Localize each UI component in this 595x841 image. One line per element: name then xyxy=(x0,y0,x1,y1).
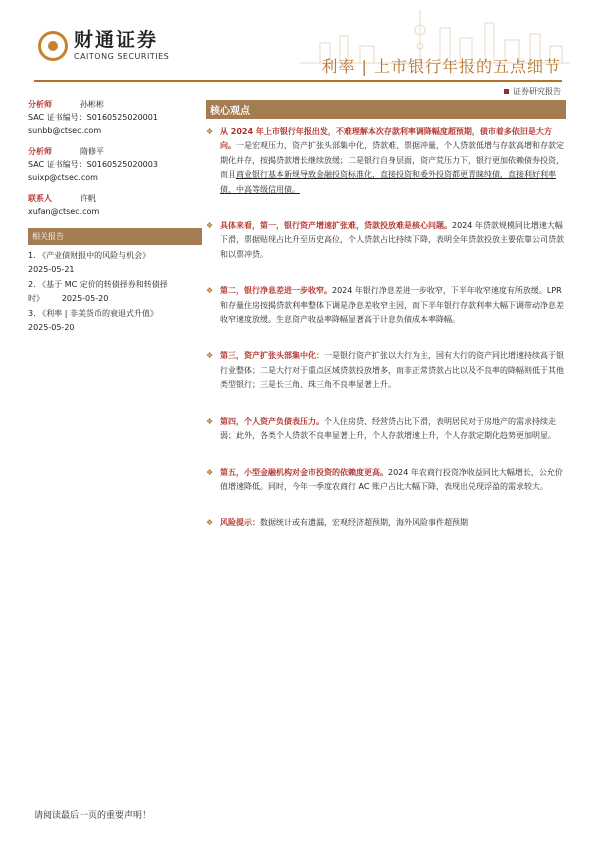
report-type-label xyxy=(504,86,561,97)
diamond-bullet-icon: ❖ xyxy=(206,221,214,231)
viewpoint-paragraph xyxy=(206,219,566,262)
core-viewpoints xyxy=(206,100,566,531)
diamond-bullet-icon: ❖ xyxy=(206,467,214,477)
risk-warning-paragraph xyxy=(206,516,566,530)
diamond-bullet-icon: ❖ xyxy=(206,127,214,136)
analyst-role: 分析师 xyxy=(28,147,52,156)
viewpoint-paragraph xyxy=(206,349,566,392)
analyst-email[interactable]: suixp@ctsec.com xyxy=(28,173,98,182)
viewpoint-highlight: 第五，小型金融机构对金市投资的依赖度更高。 xyxy=(220,467,388,477)
analyst-block xyxy=(28,98,198,137)
contact-name: 许帆 xyxy=(80,194,96,203)
related-report-title: 1. 《产业债财报中的风险与机会》 xyxy=(28,251,151,260)
viewpoint-text: 一是宏观压力，资产扩张头部集中化，贷款难、票据冲量，个人贷款低增与存款高增和存款定期化并存，按揭贷款增长继续放缓；二是银行自身层面，资产荒压力下，银行更加依赖债券投资，而且 xyxy=(220,141,564,180)
contact-role: 联系人 xyxy=(28,194,52,203)
related-report-title: 3. 《利率 | 非美货币的衰退式升值》 xyxy=(28,309,158,318)
related-report-item[interactable] xyxy=(28,278,198,306)
viewpoint-highlight: 第二，银行净息差进一步收窄。 xyxy=(220,286,332,296)
risk-warning-label: 风险提示： xyxy=(220,518,260,528)
viewpoint-paragraph xyxy=(206,415,566,444)
diamond-bullet-icon: ❖ xyxy=(206,351,214,361)
analyst-sac: SAC 证书编号：S0160525020001 xyxy=(28,113,158,122)
diamond-bullet-icon: ❖ xyxy=(206,286,214,296)
viewpoint-text: 2024 年农商行投资净收益同比大幅增长，公允价值增速降低。同时，今年一季度农商行 AC 账户占比大幅下降，表现出兑现浮盈的需求较大。 xyxy=(220,467,563,491)
viewpoint-paragraph xyxy=(206,466,566,495)
related-report-item[interactable] xyxy=(28,249,198,277)
logo-en-text: CAITONG SECURITIES xyxy=(74,52,170,61)
analyst-sac: SAC 证书编号：S0160525020003 xyxy=(28,160,158,169)
diamond-bullet-icon: ❖ xyxy=(206,416,214,426)
viewpoint-text: 2024 年贷款规模同比增速大幅下滑，票据贴现占比升至历史高位，个人贷款占比持续下降，表明全年贷款投放主要依靠公司贷款和以票冲贷。 xyxy=(220,221,564,259)
viewpoint-highlight: 第三，资产扩张头部集中化： xyxy=(220,351,324,361)
disclaimer-notice: 请阅读最后一页的重要声明！ xyxy=(34,811,152,821)
viewpoint-highlight: 从 2024 年上市银行年报出发，不难理解本次存款利率调降幅度超预期，债市着多依旧是大方向。 xyxy=(220,127,552,151)
contact-block xyxy=(28,192,198,218)
logo-cn-text: 财通证券 xyxy=(74,29,159,51)
related-report-title-cont: 时》 xyxy=(28,294,44,303)
core-viewpoints-heading: 核心观点 xyxy=(206,100,566,119)
report-type-text: 证券研究报告 xyxy=(513,87,561,96)
analyst-role: 分析师 xyxy=(28,100,52,109)
page-title: 利率 | 上市银行年报的五点细节 xyxy=(321,57,561,76)
related-report-date: 2025-05-20 xyxy=(28,323,75,332)
related-report-title: 2. 《基于 MC 定价的转债择券和转债择 xyxy=(28,280,168,289)
analyst-name: 孙彬彬 xyxy=(80,100,104,109)
company-logo xyxy=(38,30,169,61)
analyst-block xyxy=(28,145,198,184)
page-header xyxy=(0,0,595,96)
square-bullet-icon xyxy=(504,89,509,94)
analyst-email[interactable]: sunbb@ctsec.com xyxy=(28,126,102,135)
analyst-name: 隋修平 xyxy=(80,147,104,156)
related-reports-heading: 相关报告 xyxy=(28,228,202,245)
related-report-item[interactable] xyxy=(28,307,198,335)
viewpoint-highlight: 第四，个人资产负债表压力。 xyxy=(220,416,324,426)
viewpoint-paragraph xyxy=(206,125,566,197)
contact-email[interactable]: xufan@ctsec.com xyxy=(28,207,100,216)
risk-warning-text: 数据统计或有遗漏，宏观经济超预期，海外风险事件超预期 xyxy=(260,518,468,528)
related-report-date: 2025-05-20 xyxy=(61,294,109,303)
header-divider xyxy=(34,80,562,82)
viewpoint-text: 2024 年银行净息差进一步收窄，下半年收窄速度有所放缓。LPR 和存量住房按揭贷款利率整体下调是净息差收窄主因，而下半年银行存款利率大幅下调带动净息差收窄速度放缓。生息资产收益率降幅显著高于计息负债成本率降幅。 xyxy=(220,286,564,325)
viewpoint-paragraph xyxy=(206,284,566,327)
viewpoint-underlined-text: 商业银行基本新规导致金融投资标准化，直接投资和委外投资都更青睐纯债，直接利好利率债、中高等级信用债。 xyxy=(220,170,556,194)
related-report-date: 2025-05-21 xyxy=(28,265,75,274)
logo-icon xyxy=(38,31,68,61)
related-reports-list xyxy=(28,249,198,335)
left-sidebar xyxy=(28,98,198,336)
viewpoint-text: 一是银行资产扩张以大行为主，国有大行的资产同比增速持续高于银行业整体；二是大行对于重点区域贷款投放增多，而非正常贷款占比以及不良率的降幅则低于其他类型银行；三是长三角、珠三角不良率显著上升。 xyxy=(220,351,564,390)
viewpoint-text: 个人住房贷、经营贷占比下滑，表明居民对于房地产的需求持续走弱；此外，各类个人贷款不良率显著上升，个人存款增速上升，个人存款定期化趋势更加明显。 xyxy=(220,416,556,441)
viewpoint-highlight: 具体来看，第一，银行资产增速扩张难，贷款投放难是核心问题。 xyxy=(220,221,452,231)
diamond-bullet-icon: ❖ xyxy=(206,518,214,528)
